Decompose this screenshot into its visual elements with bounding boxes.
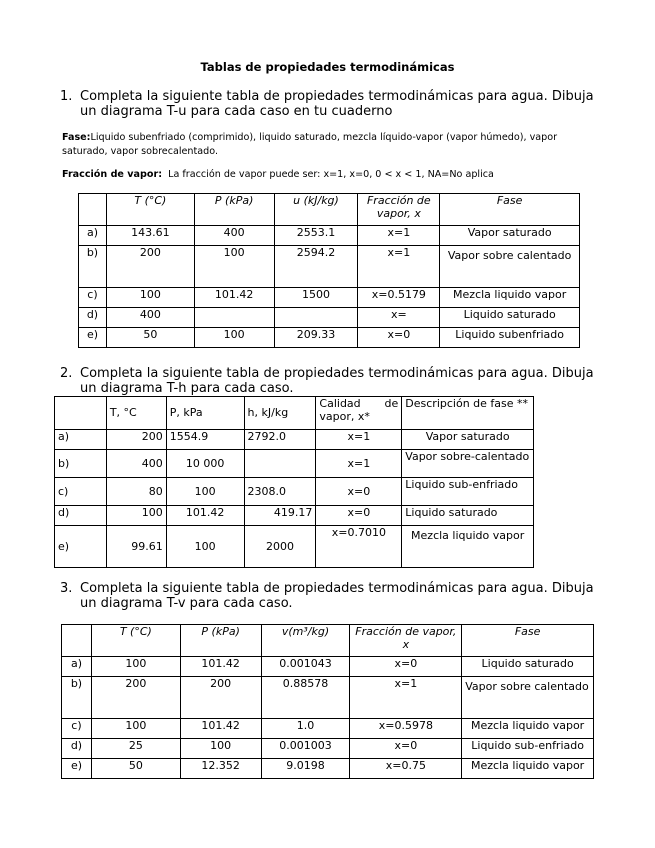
table-row [79,288,580,308]
cell: x=0 [350,657,462,677]
cell: 100 [194,246,274,288]
cell: 50 [91,759,180,779]
cell: a) [79,226,107,246]
question-text: Completa la siguiente tabla de propiedades termodinámicas para agua. Dibuja un diagrama T-h para cada caso. [80,366,594,396]
table-row [62,657,594,677]
cell: 101.42 [166,506,244,526]
cell: 400 [106,450,166,478]
cell: 100 [166,478,244,506]
cell: 50 [106,328,194,348]
header-cell: T, °C [106,397,166,430]
table-2 [54,396,534,568]
header-cell: u (kJ/kg) [274,194,358,226]
table-row [62,719,594,739]
cell: 2792.0 [244,430,316,450]
table-header-row [55,397,534,430]
cell: 100 [166,526,244,568]
cell: x=1 [316,430,402,450]
cell: 2308.0 [244,478,316,506]
cell: x=0.75 [350,759,462,779]
cell: Vapor sobre-calentado [402,450,534,478]
cell: 200 [180,677,261,719]
table-1 [78,193,580,348]
cell: 9.0198 [261,759,350,779]
cell [194,308,274,328]
fraccion-label: Fracción de vapor: [62,169,163,180]
table-3 [61,624,594,779]
cell: Mezcla liquido vapor [402,526,534,568]
cell: x= [358,308,440,328]
cell: 99.61 [106,526,166,568]
cell: 101.42 [194,288,274,308]
cell: x=0.5978 [350,719,462,739]
table-row [55,478,534,506]
cell: Liquido saturado [402,506,534,526]
header-cell: Fracción de vapor, x [350,625,462,657]
cell: b) [79,246,107,288]
header-cell [79,194,107,226]
header-cell: P (kPa) [194,194,274,226]
cell: x=1 [358,246,440,288]
cell: x=1 [316,450,402,478]
cell: 100 [180,739,261,759]
question-text: Completa la siguiente tabla de propiedades termodinámicas para agua. Dibuja un diagrama T-v para cada caso. [80,581,594,611]
cell: 419.17 [244,506,316,526]
fase-note [62,131,602,159]
cell: d) [79,308,107,328]
cell: Liquido sub-enfriado [462,739,594,759]
cell: 0.001003 [261,739,350,759]
question-text: Completa la siguiente tabla de propiedades termodinámicas para agua. Dibuja un diagrama T-u para cada caso en tu cuaderno [80,89,594,119]
cell: 1.0 [261,719,350,739]
question-1 [60,89,600,121]
table-row [55,430,534,450]
header-cell: v(m³/kg) [261,625,350,657]
cell: 400 [194,226,274,246]
cell: x=0 [358,328,440,348]
cell: 400 [106,308,194,328]
cell: x=0 [316,506,402,526]
table-row [79,328,580,348]
question-3 [60,581,600,613]
cell: b) [62,677,92,719]
cell: x=1 [358,226,440,246]
header-cell: P (kPa) [180,625,261,657]
table-row [55,450,534,478]
cell: 0.001043 [261,657,350,677]
cell: Liquido sub-enfriado [402,478,534,506]
header-cell [62,625,92,657]
header-cell: Fracción de vapor, x [358,194,440,226]
cell: d) [62,739,92,759]
cell: 100 [91,657,180,677]
cell: Vapor sobre calentado [440,246,580,288]
cell: 0.88578 [261,677,350,719]
table-row [79,246,580,288]
header-cell: h, kJ/kg [244,397,316,430]
fraccion-text: La fracción de vapor puede ser: x=1, x=0, 0 < x < 1, NA=No aplica [168,169,494,180]
cell: Vapor saturado [440,226,580,246]
cell: x=0 [316,478,402,506]
cell: 2594.2 [274,246,358,288]
cell: Mezcla liquido vapor [462,759,594,779]
cell: Liquido saturado [440,308,580,328]
table-row [55,526,534,568]
table-row [55,506,534,526]
table-row [62,759,594,779]
header-cell: Descripción de fase ** [402,397,534,430]
question-number: 1. [60,89,73,104]
cell: e) [62,759,92,779]
cell: a) [62,657,92,677]
cell: e) [55,526,107,568]
table-row [79,226,580,246]
cell: d) [55,506,107,526]
cell: 80 [106,478,166,506]
question-number: 3. [60,581,73,596]
header-cell: P, kPa [166,397,244,430]
cell: Liquido saturado [462,657,594,677]
cell: Mezcla liquido vapor [440,288,580,308]
cell: 100 [106,506,166,526]
cell: 200 [106,430,166,450]
cell: x=0.7010 [316,526,402,568]
cell: 1500 [274,288,358,308]
table-row [79,308,580,328]
question-number: 2. [60,366,73,381]
cell: 12.352 [180,759,261,779]
cell [274,308,358,328]
cell: x=1 [350,677,462,719]
question-2 [60,366,600,398]
fraccion-note [62,168,602,182]
header-cell: T (°C) [106,194,194,226]
cell [244,450,316,478]
cell: x=0.5179 [358,288,440,308]
header-cell: Fase [440,194,580,226]
table-row [62,677,594,719]
cell: x=0 [350,739,462,759]
cell: 200 [91,677,180,719]
cell: c) [62,719,92,739]
cell: Vapor saturado [402,430,534,450]
page-title: Tablas de propiedades termodinámicas [200,60,455,74]
cell: Mezcla liquido vapor [462,719,594,739]
cell: 101.42 [180,657,261,677]
cell: 101.42 [180,719,261,739]
cell: 2553.1 [274,226,358,246]
cell: c) [79,288,107,308]
cell: Liquido subenfriado [440,328,580,348]
fase-text: Liquido subenfriado (comprimido), liquido saturado, mezcla líquido-vapor (vapor húmedo), vapor saturado, vapor sobrecalentado. [62,132,558,157]
cell: 100 [194,328,274,348]
header-cell: Calidad de vapor, x* [316,397,402,430]
fase-label: Fase: [62,132,91,143]
cell: a) [55,430,107,450]
cell: 1554.9 [166,430,244,450]
cell: 25 [91,739,180,759]
cell: 100 [91,719,180,739]
cell: b) [55,450,107,478]
table-header-row [62,625,594,657]
cell: 10 000 [166,450,244,478]
cell: 200 [106,246,194,288]
cell: 143.61 [106,226,194,246]
table-header-row [79,194,580,226]
header-cell [55,397,107,430]
header-cell: Fase [462,625,594,657]
cell: c) [55,478,107,506]
cell: 2000 [244,526,316,568]
cell: 100 [106,288,194,308]
table-row [62,739,594,759]
cell: e) [79,328,107,348]
cell: 209.33 [274,328,358,348]
header-cell: T (°C) [91,625,180,657]
cell: Vapor sobre calentado [462,677,594,719]
